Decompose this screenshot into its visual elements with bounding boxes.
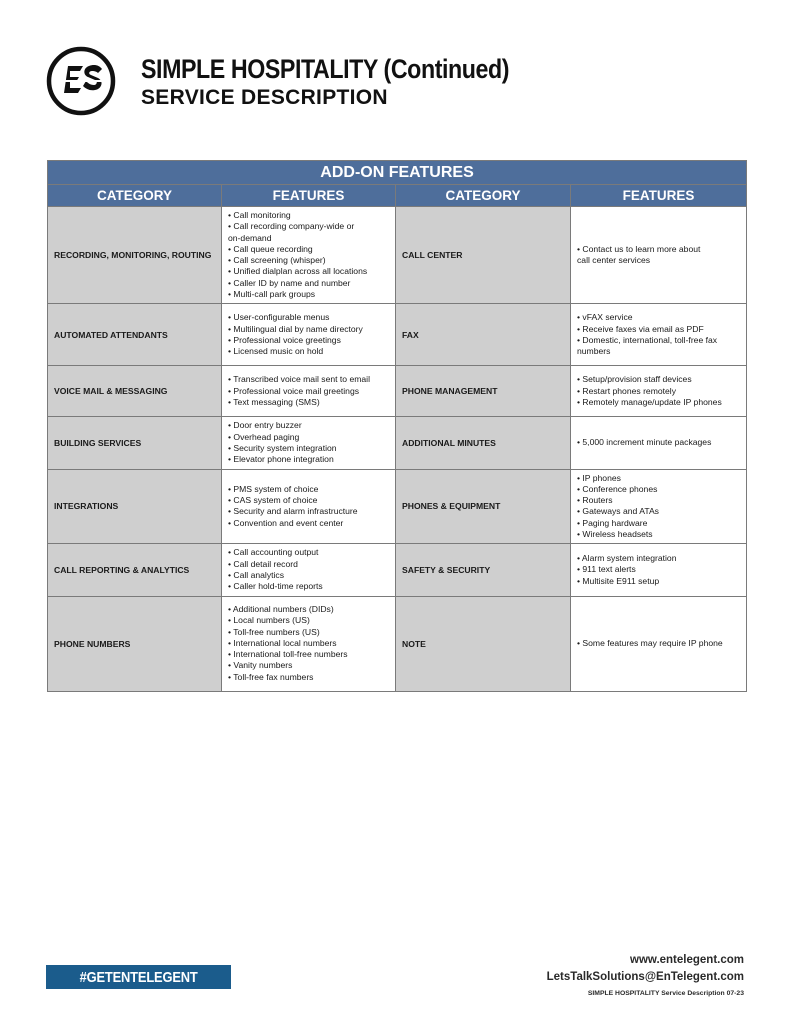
feature-line: • Contact us to learn more about [577, 243, 701, 254]
feature-line: • CAS system of choice [228, 495, 318, 506]
feature-line: • International local numbers [228, 637, 337, 648]
add-on-features-table [47, 160, 747, 692]
feature-line: • Door entry buzzer [228, 420, 302, 431]
table-body [48, 207, 747, 692]
feature-line: • International toll-free numbers [228, 649, 348, 660]
hashtag-banner [46, 965, 231, 989]
feature-line: • Call queue recording [228, 243, 313, 254]
feature-line: • Transcribed voice mail sent to email [228, 374, 370, 385]
feature-line: • Local numbers (US) [228, 615, 310, 626]
feature-line: • Call accounting output [228, 547, 319, 558]
feature-line: • Remotely manage/update IP phones [577, 397, 722, 408]
column-header-features: FEATURES [222, 185, 396, 207]
feature-line: • PMS system of choice [228, 483, 319, 494]
features-cell [571, 596, 747, 691]
entelegent-logo [46, 46, 116, 116]
feature-line: • Setup/provision staff devices [577, 374, 692, 385]
page-subtitle: SERVICE DESCRIPTION [141, 86, 388, 109]
page-title: SIMPLE HOSPITALITY (Continued) [141, 54, 510, 84]
feature-line: • Gateways and ATAs [577, 506, 659, 517]
column-header-category: CATEGORY [48, 185, 222, 207]
features-cell [222, 207, 396, 304]
category-cell: CALL CENTER [396, 207, 571, 304]
features-cell [571, 304, 747, 366]
feature-line: • Toll-free numbers (US) [228, 626, 320, 637]
feature-line: • Professional voice greetings [228, 334, 341, 345]
feature-line: • Security and alarm infrastructure [228, 506, 358, 517]
category-cell: INTEGRATIONS [48, 469, 222, 544]
table-row [48, 304, 747, 366]
features-cell [571, 417, 747, 469]
category-cell: FAX [396, 304, 571, 366]
feature-line: • Receive faxes via email as PDF [577, 323, 704, 334]
features-cell [222, 304, 396, 366]
feature-line: • Wireless headsets [577, 529, 653, 540]
email-link[interactable]: LetsTalkSolutions@EnTelegent.com [546, 971, 744, 983]
feature-line: • Vanity numbers [228, 660, 293, 671]
feature-line: • Licensed music on hold [228, 346, 324, 357]
feature-line: • Elevator phone integration [228, 454, 334, 465]
feature-line: numbers [577, 346, 611, 357]
feature-line: • Domestic, international, toll-free fax [577, 334, 718, 345]
feature-line: • Overhead paging [228, 431, 300, 442]
table-row [48, 366, 747, 417]
category-cell: NOTE [396, 596, 571, 691]
feature-line: • Multisite E911 setup [577, 575, 660, 586]
feature-line: call center services [577, 255, 651, 266]
feature-line: • Call screening (whisper) [228, 255, 326, 266]
feature-line: • Call detail record [228, 558, 298, 569]
feature-line: • Call monitoring [228, 210, 291, 220]
website-link[interactable]: www.entelegent.com [630, 954, 744, 966]
feature-line: • Caller hold-time reports [228, 581, 323, 592]
features-cell [222, 596, 396, 691]
feature-line: • Routers [577, 495, 613, 506]
features-cell [571, 366, 747, 417]
feature-line: • 5,000 increment minute packages [577, 437, 712, 448]
table-banner: ADD-ON FEATURES [48, 161, 747, 185]
feature-line: • Text messaging (SMS) [228, 397, 320, 408]
category-cell: RECORDING, MONITORING, ROUTING [48, 207, 222, 304]
features-cell [222, 417, 396, 469]
category-cell: SAFETY & SECURITY [396, 544, 571, 596]
feature-line: • Paging hardware [577, 517, 648, 528]
column-header-category: CATEGORY [396, 185, 571, 207]
feature-line: • Call recording company-wide or [228, 221, 355, 232]
feature-line: • Caller ID by name and number [228, 277, 351, 288]
feature-line: • Alarm system integration [577, 552, 677, 563]
category-cell: BUILDING SERVICES [48, 417, 222, 469]
table-row [48, 469, 747, 544]
feature-line: • Toll-free fax numbers [228, 671, 314, 682]
feature-line: • Conference phones [577, 483, 658, 494]
feature-line: • Some features may require IP phone [577, 637, 723, 648]
category-cell: ADDITIONAL MINUTES [396, 417, 571, 469]
category-cell: PHONES & EQUIPMENT [396, 469, 571, 544]
feature-line: • Security system integration [228, 442, 337, 453]
category-cell: CALL REPORTING & ANALYTICS [48, 544, 222, 596]
feature-line: • Unified dialplan across all locations [228, 266, 368, 277]
features-cell [222, 366, 396, 417]
feature-line: • Multilingual dial by name directory [228, 323, 363, 334]
feature-line: • vFAX service [577, 312, 633, 323]
table-row [48, 596, 747, 691]
features-cell [571, 544, 747, 596]
feature-line: • Multi-call park groups [228, 289, 316, 300]
table-row [48, 544, 747, 596]
feature-line: • IP phones [577, 472, 621, 483]
feature-line: on-demand [228, 232, 272, 243]
feature-line: • Restart phones remotely [577, 385, 677, 396]
features-cell [571, 469, 747, 544]
feature-line: • 911 text alerts [577, 564, 636, 575]
table-row [48, 417, 747, 469]
column-header-features: FEATURES [571, 185, 747, 207]
feature-line: • Convention and event center [228, 517, 344, 528]
feature-line: • Professional voice mail greetings [228, 385, 360, 396]
features-cell [571, 207, 747, 304]
features-cell [222, 469, 396, 544]
feature-line: • Call analytics [228, 569, 285, 580]
feature-line: • Additional numbers (DIDs) [228, 603, 334, 614]
document-reference: SIMPLE HOSPITALITY Service Description 07-23 [587, 990, 744, 997]
category-cell: PHONE MANAGEMENT [396, 366, 571, 417]
category-cell: PHONE NUMBERS [48, 596, 222, 691]
table-row [48, 207, 747, 304]
category-cell: VOICE MAIL & MESSAGING [48, 366, 222, 417]
hashtag-text: #GETENTELEGENT [79, 968, 198, 986]
feature-line: • User-configurable menus [228, 312, 330, 323]
category-cell: AUTOMATED ATTENDANTS [48, 304, 222, 366]
features-cell [222, 544, 396, 596]
